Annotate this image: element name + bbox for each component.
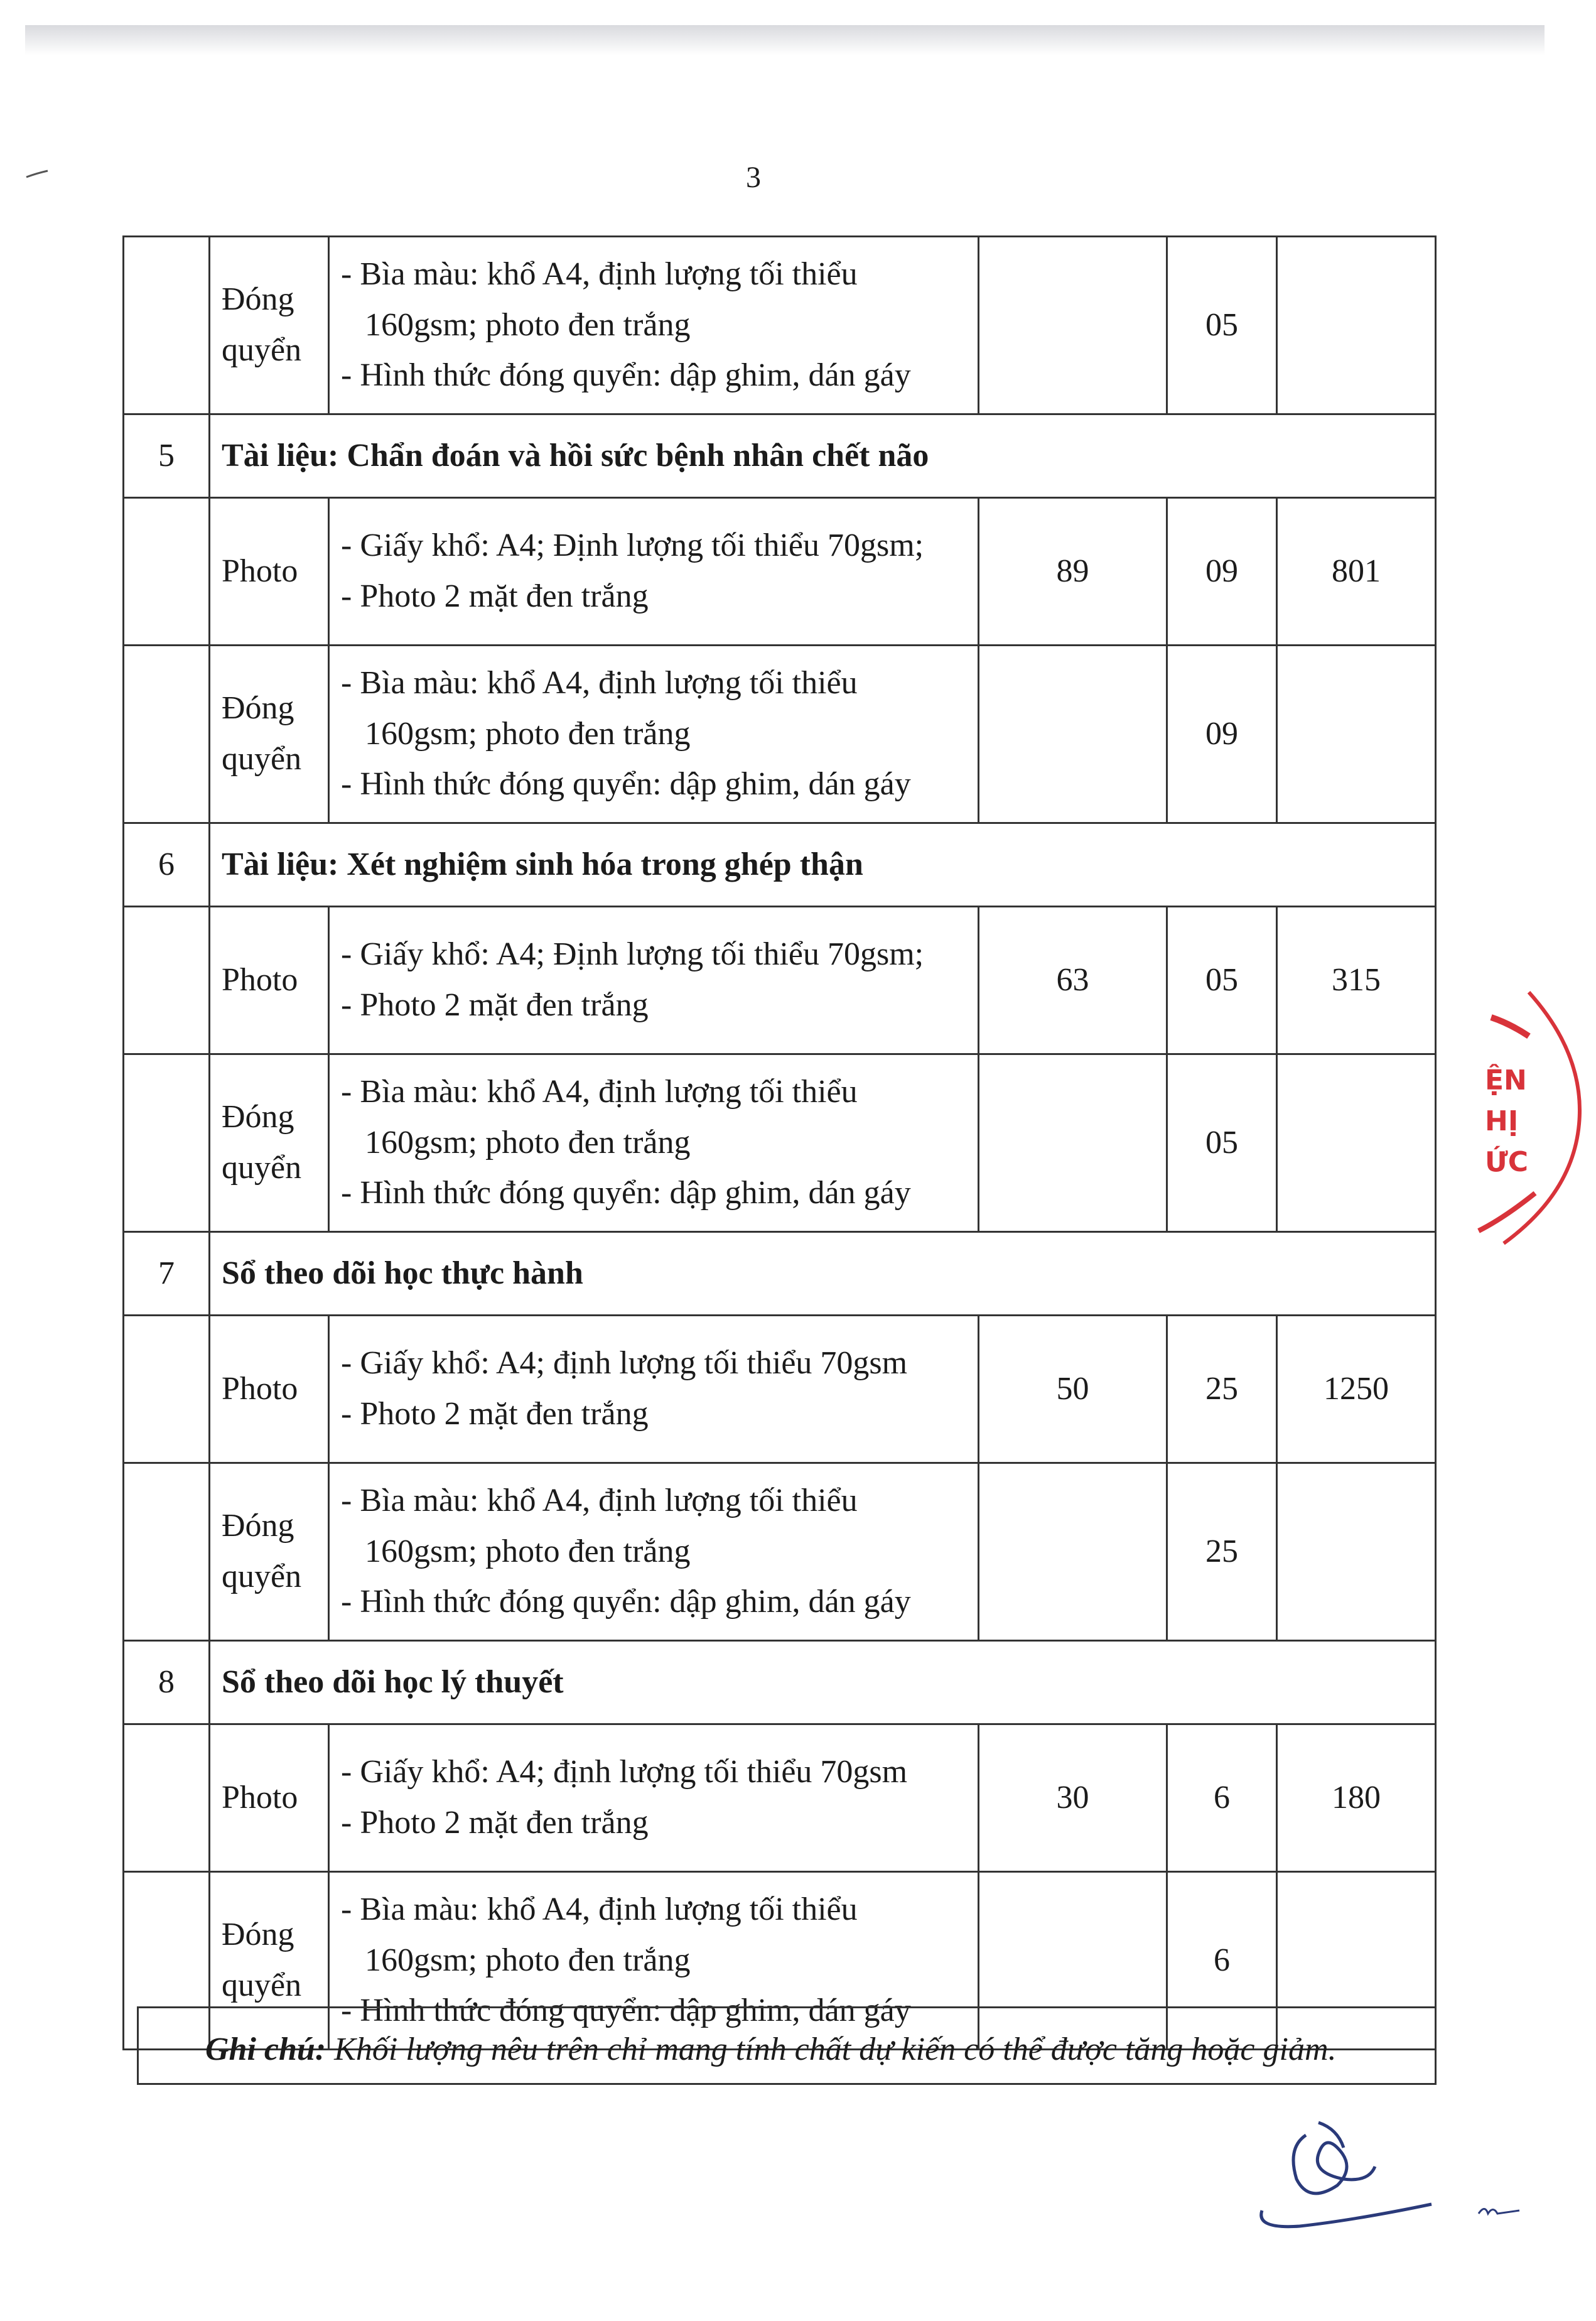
quantity-cell: 63 (979, 907, 1167, 1054)
total-cell: 1250 (1277, 1316, 1436, 1463)
item-type-cell (210, 646, 329, 823)
item-type: Đóng quyển (222, 1099, 302, 1186)
desc-line: - Bìa màu: khổ A4, định lượng tối thiểu (341, 665, 858, 701)
sets-cell: 09 (1167, 646, 1277, 823)
desc-line: 160gsm; photo đen trắng (365, 715, 691, 752)
section-title: Sổ theo dõi học thực hành (210, 1232, 1436, 1316)
row-no-cell (124, 1054, 210, 1232)
initials-mark (1475, 2198, 1526, 2223)
description-cell (329, 1316, 979, 1463)
quantity-cell: 50 (979, 1316, 1167, 1463)
row-no-cell (124, 498, 210, 646)
page-edge-shadow (25, 25, 1545, 55)
row-no-cell (124, 907, 210, 1054)
quantity-cell (979, 1054, 1167, 1232)
desc-line: - Bìa màu: khổ A4, định lượng tối thiểu (341, 1483, 858, 1519)
sets-cell: 05 (1167, 907, 1277, 1054)
item-type-cell (210, 237, 329, 414)
table-row (124, 907, 1436, 1054)
item-type: Photo (210, 1316, 329, 1463)
row-no-cell (124, 237, 210, 414)
item-type-cell (210, 1463, 329, 1641)
sets-cell: 25 (1167, 1316, 1277, 1463)
total-cell (1277, 1463, 1436, 1641)
table-row (124, 1316, 1436, 1463)
item-type: Đóng quyển (222, 1508, 302, 1594)
desc-line: - Hình thức đóng quyển: dập ghim, dán gáy (341, 1993, 911, 2029)
note-label: Ghi chú: (205, 2032, 326, 2067)
section-header-row (124, 823, 1436, 907)
desc-line: - Hình thức đóng quyển: dập ghim, dán gáy (341, 766, 911, 803)
quantity-cell: 30 (979, 1724, 1167, 1872)
total-cell: 180 (1277, 1724, 1436, 1872)
footnote (137, 2006, 1437, 2085)
description-cell (329, 1054, 979, 1232)
item-type: Đóng quyển (222, 1917, 302, 2003)
section-number: 6 (124, 823, 210, 907)
desc-line: - Giấy khổ: A4; định lượng tối thiểu 70gsm (341, 1754, 908, 1790)
sets-cell: 05 (1167, 237, 1277, 414)
total-cell (1277, 646, 1436, 823)
table-row (124, 1054, 1436, 1232)
total-cell: 801 (1277, 498, 1436, 646)
sets-cell: 6 (1167, 1872, 1277, 2050)
table-row (124, 646, 1436, 823)
description-cell (329, 1724, 979, 1872)
desc-line: 160gsm; photo đen trắng (365, 1942, 691, 1978)
table-row (124, 1463, 1436, 1641)
desc-line: - Bìa màu: khổ A4, định lượng tối thiểu (341, 1074, 858, 1110)
desc-line: - Hình thức đóng quyển: dập ghim, dán gáy (341, 357, 911, 394)
description-cell (329, 1463, 979, 1641)
section-header-row (124, 1232, 1436, 1316)
row-no-cell (124, 1724, 210, 1872)
row-no-cell (124, 646, 210, 823)
section-title: Sổ theo dõi học lý thuyết (210, 1641, 1436, 1724)
item-type-cell (210, 1054, 329, 1232)
svg-text:ỆN: ỆN (1485, 1064, 1527, 1096)
item-type: Photo (210, 1724, 329, 1872)
quantity-cell (979, 646, 1167, 823)
row-no-cell (124, 1316, 210, 1463)
item-type: Đóng quyển (222, 690, 302, 777)
sets-cell: 09 (1167, 498, 1277, 646)
section-header-row (124, 414, 1436, 498)
svg-text:HỊ: HỊ (1485, 1105, 1519, 1137)
table-row (124, 1724, 1436, 1872)
item-type: Đóng quyển (222, 281, 302, 368)
note-text: Khối lượng nêu trên chỉ mang tính chất dự kiến có thể được tăng hoặc giảm. (326, 2032, 1337, 2067)
desc-line: - Hình thức đóng quyển: dập ghim, dán gáy (341, 1584, 911, 1620)
total-cell (1277, 237, 1436, 414)
desc-line: 160gsm; photo đen trắng (365, 306, 691, 343)
table-row (124, 237, 1436, 414)
description-cell (329, 237, 979, 414)
section-header-row (124, 1641, 1436, 1724)
quantity-cell (979, 1463, 1167, 1641)
desc-line: - Giấy khổ: A4; Định lượng tối thiểu 70gsm; (341, 528, 924, 564)
total-cell (1277, 1054, 1436, 1232)
section-number: 5 (124, 414, 210, 498)
item-type: Photo (210, 907, 329, 1054)
description-cell (329, 646, 979, 823)
section-number: 7 (124, 1232, 210, 1316)
desc-line: - Photo 2 mặt đen trắng (341, 1396, 649, 1432)
total-cell: 315 (1277, 907, 1436, 1054)
desc-line: - Bìa màu: khổ A4, định lượng tối thiểu (341, 256, 858, 293)
section-title: Tài liệu: Chẩn đoán và hồi sức bệnh nhân chết não (210, 414, 1436, 498)
svg-text:ỨC: ỨC (1485, 1146, 1529, 1178)
desc-line: 160gsm; photo đen trắng (365, 1124, 691, 1160)
section-title: Tài liệu: Xét nghiệm sinh hóa trong ghép thận (210, 823, 1436, 907)
desc-line: - Giấy khổ: A4; định lượng tối thiểu 70gsm (341, 1345, 908, 1382)
sets-cell: 05 (1167, 1054, 1277, 1232)
desc-line: - Hình thức đóng quyển: dập ghim, dán gáy (341, 1175, 911, 1211)
desc-line: - Photo 2 mặt đen trắng (341, 987, 649, 1023)
table-row (124, 498, 1436, 646)
description-cell (329, 498, 979, 646)
quantity-cell (979, 237, 1167, 414)
sets-cell: 25 (1167, 1463, 1277, 1641)
red-seal-stamp (1466, 980, 1596, 1256)
row-no-cell (124, 1463, 210, 1641)
sets-cell: 6 (1167, 1724, 1277, 1872)
item-type: Photo (210, 498, 329, 646)
handwritten-signature (1249, 2110, 1438, 2236)
quantity-cell: 89 (979, 498, 1167, 646)
section-number: 8 (124, 1641, 210, 1724)
page-number: 3 (746, 161, 761, 194)
description-cell (329, 907, 979, 1054)
spec-table (122, 235, 1437, 2050)
desc-line: 160gsm; photo đen trắng (365, 1533, 691, 1569)
desc-line: - Photo 2 mặt đen trắng (341, 1805, 649, 1841)
desc-line: - Giấy khổ: A4; Định lượng tối thiểu 70gsm; (341, 936, 924, 973)
desc-line: - Bìa màu: khổ A4, định lượng tối thiểu (341, 1891, 858, 1928)
desc-line: - Photo 2 mặt đen trắng (341, 578, 649, 614)
